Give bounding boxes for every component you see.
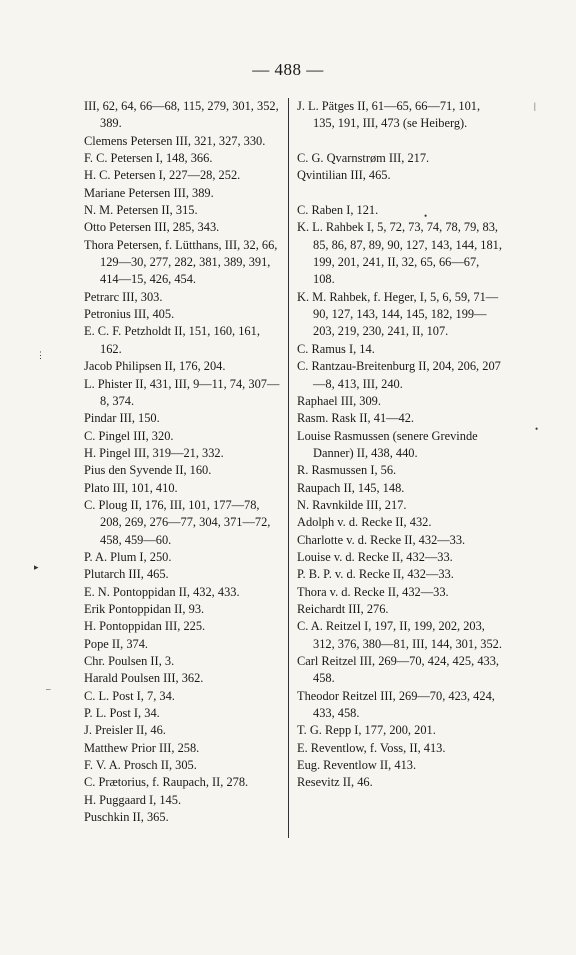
index-entry: Matthew Prior III, 258. xyxy=(84,740,200,755)
index-entry: Thora v. d. Recke II, 432—33. xyxy=(297,584,449,599)
index-entry: J. Preisler II, 46. xyxy=(84,723,166,738)
index-entry: C. Pingel III, 320. xyxy=(84,428,174,443)
index-entry: Petrarc III, 303. xyxy=(84,289,163,304)
index-entry: Qvintilian III, 465. xyxy=(297,168,391,183)
index-entry: E. C. F. Petzholdt II, 151, 160, 161, 162. xyxy=(84,324,260,356)
index-entry: Rasm. Rask II, 41—42. xyxy=(297,411,415,426)
stray-mark: ▸ xyxy=(34,562,39,572)
index-entry: III, 62, 64, 66—68, 115, 279, 301, 352, 389. xyxy=(84,99,279,131)
index-entry: Raupach II, 145, 148. xyxy=(297,480,405,495)
stray-mark: • xyxy=(424,211,428,221)
index-entry: Louise v. d. Recke II, 432—33. xyxy=(297,549,453,564)
index-entry: C. L. Post I, 7, 34. xyxy=(84,688,175,703)
index-entry: Pius den Syvende II, 160. xyxy=(84,463,212,478)
stray-mark: – xyxy=(46,684,51,694)
index-entry: Chr. Poulsen II, 3. xyxy=(84,654,175,668)
index-entry: F. V. A. Prosch II, 305. xyxy=(84,758,197,773)
index-entry: H. C. Petersen I, 227—28, 252. xyxy=(84,168,241,183)
index-entry: T. G. Repp I, 177, 200, 201. xyxy=(297,723,436,738)
index-entry: K. L. Rahbek I, 5, 72, 73, 74, 78, 79, 83, 85, 86, 87, 89, 90, 127, 143, 144, 181, 199, 201, 241, II, 32, 65, 66—67, 108. xyxy=(297,220,502,287)
index-entry: P. A. Plum I, 250. xyxy=(84,549,172,564)
page-number: — 488 — xyxy=(252,60,324,79)
index-entry: N. M. Petersen II, 315. xyxy=(84,203,198,218)
index-entry: Raphael III, 309. xyxy=(297,393,381,408)
index-entry: Pindar III, 150. xyxy=(84,411,160,426)
index-entry: E. N. Pontoppidan II, 432, 433. xyxy=(84,584,240,599)
index-entry: C. Prætorius, f. Raupach, II, 278. xyxy=(84,775,249,790)
index-entry: C. Raben I, 121. xyxy=(297,203,379,218)
stray-mark: | xyxy=(534,101,536,111)
index-entry: Charlotte v. d. Recke II, 432—33. xyxy=(297,532,466,547)
index-entry: Adolph v. d. Recke II, 432. xyxy=(297,515,432,530)
index-entry: Thora Petersen, f. Lütthans, III, 32, 66, 129—30, 277, 282, 381, 389, 391, 414—15, 426, 454. xyxy=(84,237,278,287)
index-entry: Pope II, 374. xyxy=(84,636,149,651)
index-entry: Mariane Petersen III, 389. xyxy=(84,185,214,200)
index-entry: Puschkin II, 365. xyxy=(84,810,169,825)
index-entry: C. A. Reitzel I, 197, II, 199, 202, 203, 312, 376, 380—81, III, 144, 301, 352. xyxy=(297,619,502,651)
index-entry: H. Puggaard I, 145. xyxy=(84,792,182,807)
index-column-left xyxy=(84,98,280,826)
index-entry: C. G. Qvarnstrøm III, 217. xyxy=(297,151,430,166)
index-entry: R. Rasmussen I, 56. xyxy=(297,463,397,478)
index-entry: Carl Reitzel III, 269—70, 424, 425, 433, 458. xyxy=(297,654,500,686)
index-entry: C. Ploug II, 176, III, 101, 177—78, 208, 269, 276—77, 304, 371—72, 458, 459—60. xyxy=(84,497,271,547)
index-entry: P. B. P. v. d. Recke II, 432—33. xyxy=(297,567,454,582)
index-entry: K. M. Rahbek, f. Heger, I, 5, 6, 59, 71—90, 127, 143, 144, 145, 182, 199—203, 219, 230, 241, II, 107. xyxy=(297,289,499,339)
index-entry: Resevitz II, 46. xyxy=(297,775,373,790)
index-entry: Erik Pontoppidan II, 93. xyxy=(84,601,205,616)
index-entry: Harald Poulsen III, 362. xyxy=(84,671,204,686)
index-entry: Plutarch III, 465. xyxy=(84,567,169,582)
index-entry: H. Pingel III, 319—21, 332. xyxy=(84,445,224,460)
index-entry: Theodor Reitzel III, 269—70, 423, 424, 433, 458. xyxy=(297,688,495,721)
index-entry: Clemens Petersen III, 321, 327, 330. xyxy=(84,133,266,148)
index-entry: Eug. Reventlow II, 413. xyxy=(297,758,417,773)
index-gap xyxy=(297,133,503,150)
index-entry: P. L. Post I, 34. xyxy=(84,706,160,721)
index-entry: H. Pontoppidan III, 225. xyxy=(84,619,206,634)
index-entry: F. C. Petersen I, 148, 366. xyxy=(84,151,213,166)
index-gap xyxy=(297,185,503,202)
stray-mark: ⋮ xyxy=(36,350,45,360)
index-column-right xyxy=(297,98,503,792)
stray-mark: • xyxy=(535,424,539,434)
index-entry: Louise Rasmussen (senere Grevinde Danner) II, 438, 440. xyxy=(297,428,478,460)
index-entry: Reichardt III, 276. xyxy=(297,601,389,616)
index-entry: C. Rantzau-Breitenburg II, 204, 206, 207—8, 413, III, 240. xyxy=(297,359,501,391)
index-entry: Jacob Philipsen II, 176, 204. xyxy=(84,359,226,374)
index-entry: Otto Petersen III, 285, 343. xyxy=(84,220,220,235)
index-entry: E. Reventlow, f. Voss, II, 413. xyxy=(297,740,446,755)
index-entry: N. Ravnkilde III, 217. xyxy=(297,497,407,512)
index-entry: L. Phister II, 431, III, 9—11, 74, 307—8, 374. xyxy=(84,376,280,408)
index-entry: Petronius III, 405. xyxy=(84,307,175,322)
index-entry: J. L. Pätges II, 61—65, 66—71, 101, 135, 191, III, 473 (se Heiberg). xyxy=(297,99,481,131)
index-entry: Plato III, 101, 410. xyxy=(84,480,178,495)
index-entry: C. Ramus I, 14. xyxy=(297,341,375,356)
column-divider xyxy=(288,98,289,838)
